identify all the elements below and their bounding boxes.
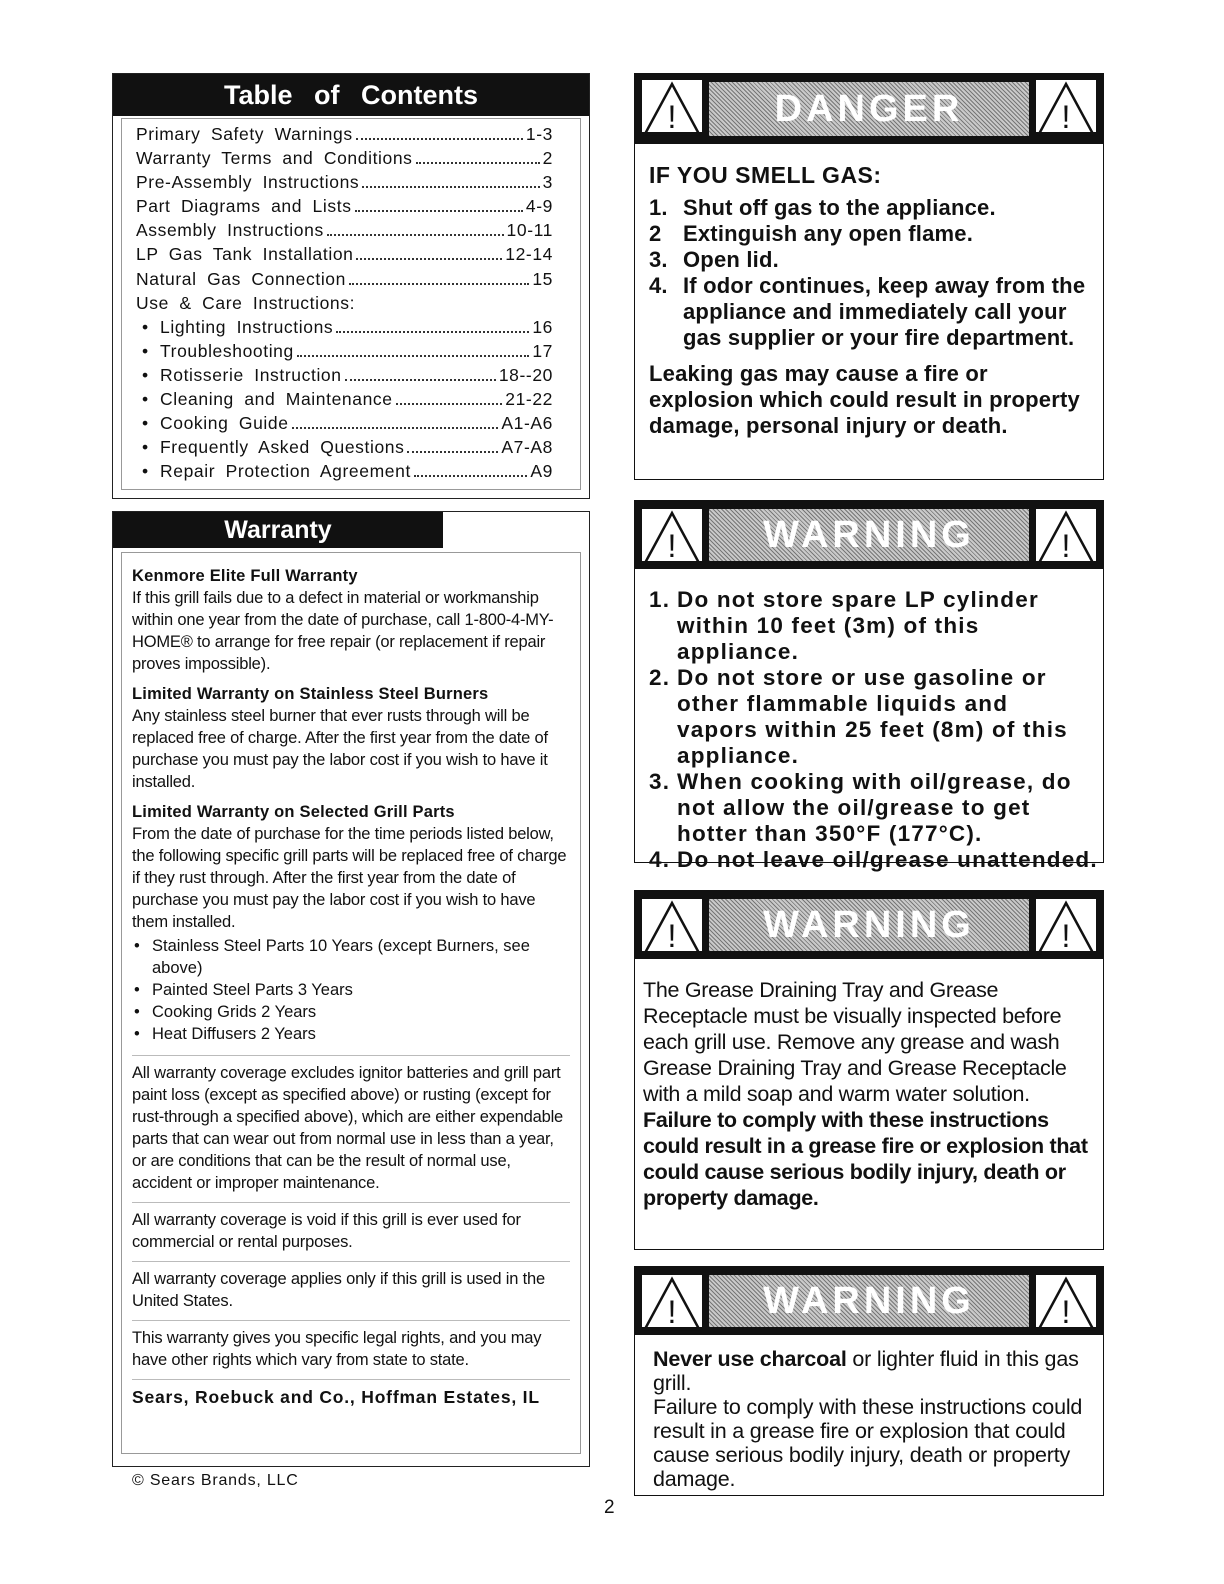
page-number: 2 bbox=[604, 1497, 615, 1518]
list-item: 2 Extinguish any open flame. bbox=[649, 221, 974, 246]
divider bbox=[132, 1202, 570, 1203]
toc-item-page: A1-A6 bbox=[501, 413, 553, 434]
warning-label: WARNING bbox=[763, 904, 975, 946]
toc-item-label: Lighting Instructions bbox=[160, 316, 334, 337]
toc-item-label: Use & Care Instructions: bbox=[136, 292, 356, 313]
toc-item: • Repair Protection Agreement A9 bbox=[142, 461, 553, 482]
toc-item bbox=[136, 293, 553, 317]
toc-item: • Lighting Instructions 16 bbox=[142, 316, 553, 337]
svg-text:!: ! bbox=[1061, 99, 1071, 135]
toc-item-page: 17 bbox=[532, 340, 553, 361]
svg-text:!: ! bbox=[667, 99, 677, 135]
charcoal-warning-text: Never use charcoal or lighter fluid in this gas grill. bbox=[653, 1347, 1079, 1395]
toc-item-label: LP Gas Tank Installation bbox=[136, 244, 354, 265]
full-warranty-text: If this grill fails due to a defect in material or workmanship within one year from the date of purchase, call 1-800-4-MY-HOME® to arrange for free repair (or replacement if repair proves impossible). bbox=[132, 589, 554, 673]
list-item: 3. Open lid. bbox=[649, 247, 779, 272]
toc-title: Table of Contents bbox=[113, 74, 589, 116]
toc-item-page: 16 bbox=[532, 316, 553, 337]
danger-box bbox=[634, 73, 1104, 480]
toc-item-page: 18--20 bbox=[498, 364, 553, 385]
list-item: • Cooking Grids 2 Years bbox=[132, 1001, 570, 1023]
list-item: 2. Do not store or use gasoline or other flammable liquids and vapors within 25 feet (8m) of this appliance. bbox=[649, 665, 1068, 768]
legal-rights-text: This warranty gives you specific legal rights, and you may have other rights which vary from state to state. bbox=[132, 1329, 542, 1369]
exclusions-text: All warranty coverage excludes ignitor batteries and grill part paint loss (except as specified above) or rusting (except for rust-through a specified above), which are either expendable parts that can wear out from normal use in less than a year, or are conditions that can be the result of normal use, accident or improper maintenance. bbox=[132, 1064, 564, 1192]
toc-item-label: Cleaning and Maintenance bbox=[160, 389, 393, 410]
warning-banner bbox=[635, 891, 1103, 959]
danger-title: IF YOU SMELL GAS: bbox=[649, 162, 882, 188]
svg-text:!: ! bbox=[667, 918, 677, 954]
toc-item-label: Assembly Instructions bbox=[136, 220, 324, 241]
toc-item-label: Primary Safety Warnings bbox=[136, 124, 353, 144]
warranty-title: Warranty bbox=[113, 512, 443, 548]
warning-triangle-icon bbox=[1036, 899, 1096, 954]
warning-box-grease-tray bbox=[634, 890, 1104, 1250]
list-item: • Stainless Steel Parts 10 Years (except Burners, see above) bbox=[132, 935, 570, 979]
toc-list-frame bbox=[121, 118, 581, 490]
list-item: 3. When cooking with oil/grease, do not allow the oil/grease to get hotter than 350°F (177°C). bbox=[649, 769, 1072, 846]
copyright: © Sears Brands, LLC bbox=[132, 1472, 299, 1489]
warning-triangle-icon bbox=[1036, 1275, 1096, 1330]
warning-box-lp-cylinder bbox=[634, 500, 1104, 872]
toc-item-label: Repair Protection Agreement bbox=[160, 461, 411, 482]
toc-item: • Frequently Asked Questions A7-A8 bbox=[142, 437, 553, 458]
toc-item-page: 2 bbox=[542, 148, 553, 169]
toc-item bbox=[136, 124, 553, 148]
toc-item-label: Pre-Assembly Instructions bbox=[136, 172, 360, 193]
divider bbox=[132, 1379, 570, 1380]
list-item: 1. Do not store spare LP cylinder within 10 feet (3m) of this appliance. bbox=[649, 587, 1039, 664]
grease-tray-warning-text: The Grease Draining Tray and Grease Receptacle must be visually inspected before each grill use. Remove any grease and wash Grease Draining Tray and Grease Receptacle with a mild soap and warm water solution. Failure to comply with these instructions could result in a grease fire or explosion that could cause serious bodily injury, death or property damage. bbox=[643, 978, 1088, 1210]
charcoal-warning-consequence: Failure to comply with these instructions could result in a grease fire or explosion that could cause serious bodily injury, death or property damage. bbox=[653, 1395, 1083, 1491]
warning-triangle-icon bbox=[1036, 80, 1096, 135]
table-of-contents bbox=[112, 73, 590, 499]
toc-item bbox=[136, 220, 553, 244]
danger-label: DANGER bbox=[774, 88, 964, 130]
warranty-periods-list bbox=[132, 935, 570, 1045]
burners-warranty-text: Any stainless steel burner that ever rusts through will be replaced free of charge. After the first year from the date of purchase you must pay the labor cost if you wish to have it installed. bbox=[132, 707, 548, 791]
toc-item-label: Frequently Asked Questions bbox=[160, 437, 405, 458]
warning-box-charcoal bbox=[634, 1266, 1104, 1496]
svg-text:!: ! bbox=[667, 528, 677, 564]
danger-banner bbox=[635, 74, 1103, 144]
toc-item-page: 3 bbox=[542, 172, 553, 193]
toc-item: • Cooking Guide A1-A6 bbox=[142, 413, 553, 434]
list-item: 1. Shut off gas to the appliance. bbox=[649, 195, 996, 220]
svg-text:!: ! bbox=[1061, 528, 1071, 564]
toc-item: • Rotisserie Instruction 18--20 bbox=[142, 364, 553, 385]
list-item: 4. If odor continues, keep away from the appliance and immediately call your gas supplier or your fire department. bbox=[649, 273, 1086, 350]
toc-item-page: 12-14 bbox=[505, 244, 553, 265]
parts-warranty-heading: Limited Warranty on Selected Grill Parts bbox=[132, 803, 455, 821]
warning-label: WARNING bbox=[763, 514, 975, 556]
list-item: 4. Do not leave oil/grease unattended. bbox=[649, 847, 1098, 872]
divider bbox=[132, 1261, 570, 1262]
svg-text:!: ! bbox=[667, 1294, 677, 1330]
svg-text:!: ! bbox=[1061, 918, 1071, 954]
divider bbox=[132, 1055, 570, 1056]
toc-item-page: 4-9 bbox=[525, 196, 553, 217]
toc-item-page: 1-3 bbox=[525, 124, 553, 144]
divider bbox=[132, 1320, 570, 1321]
warranty-section bbox=[112, 511, 590, 1467]
toc-item-page: A9 bbox=[530, 461, 553, 482]
toc-item: • Troubleshooting 17 bbox=[142, 340, 553, 361]
warning-banner bbox=[635, 1267, 1103, 1335]
toc-item-label: Natural Gas Connection bbox=[136, 268, 346, 289]
grease-tray-warning-bold: Failure to comply with these instructions could result in a grease fire or explosion that could cause serious bodily injury, death or property damage. bbox=[643, 1108, 1088, 1210]
toc-item bbox=[136, 269, 553, 293]
toc-item-label: Warranty Terms and Conditions bbox=[136, 148, 413, 169]
full-warranty-heading: Kenmore Elite Full Warranty bbox=[132, 567, 358, 585]
list-item: • Painted Steel Parts 3 Years bbox=[132, 979, 570, 1001]
danger-note: Leaking gas may cause a fire or explosion which could result in property damage, personal injury or death. bbox=[649, 361, 1080, 438]
list-item: • Heat Diffusers 2 Years bbox=[132, 1023, 570, 1045]
toc-item-page: 21-22 bbox=[505, 389, 553, 410]
warning-triangle-icon bbox=[1036, 509, 1096, 564]
warning-label: WARNING bbox=[763, 1280, 975, 1322]
warranty-body bbox=[121, 552, 581, 1454]
warning-banner bbox=[635, 501, 1103, 569]
toc-item-page: A7-A8 bbox=[501, 437, 553, 458]
void-text: All warranty coverage is void if this grill is ever used for commercial or rental purposes. bbox=[132, 1211, 521, 1251]
toc-item bbox=[136, 148, 553, 172]
toc-item-label: Cooking Guide bbox=[160, 413, 289, 434]
company-name: Sears, Roebuck and Co., Hoffman Estates, IL bbox=[132, 1387, 540, 1407]
danger-steps bbox=[649, 195, 1089, 351]
toc-item-label: Part Diagrams and Lists bbox=[136, 196, 352, 217]
toc-item-page: 10-11 bbox=[506, 220, 553, 241]
parts-warranty-text: From the date of purchase for the time periods listed below, the following specific grill parts will be replaced free of charge if they rust through. After the first year from the date of purchase you must pay the labor cost if you wish to have them installed. bbox=[132, 825, 567, 931]
us-only-text: All warranty coverage applies only if this grill is used in the United States. bbox=[132, 1270, 545, 1310]
toc-item-label: Troubleshooting bbox=[160, 340, 294, 361]
toc-item bbox=[136, 244, 553, 268]
toc-item-page: 15 bbox=[532, 268, 553, 289]
burners-warranty-heading: Limited Warranty on Stainless Steel Burners bbox=[132, 685, 489, 703]
toc-item: • Cleaning and Maintenance 21-22 bbox=[142, 389, 553, 410]
svg-text:!: ! bbox=[1061, 1294, 1071, 1330]
toc-item bbox=[136, 196, 553, 220]
toc-item-label: Rotisserie Instruction bbox=[160, 364, 342, 385]
toc-list bbox=[122, 119, 580, 485]
toc-item bbox=[136, 172, 553, 196]
